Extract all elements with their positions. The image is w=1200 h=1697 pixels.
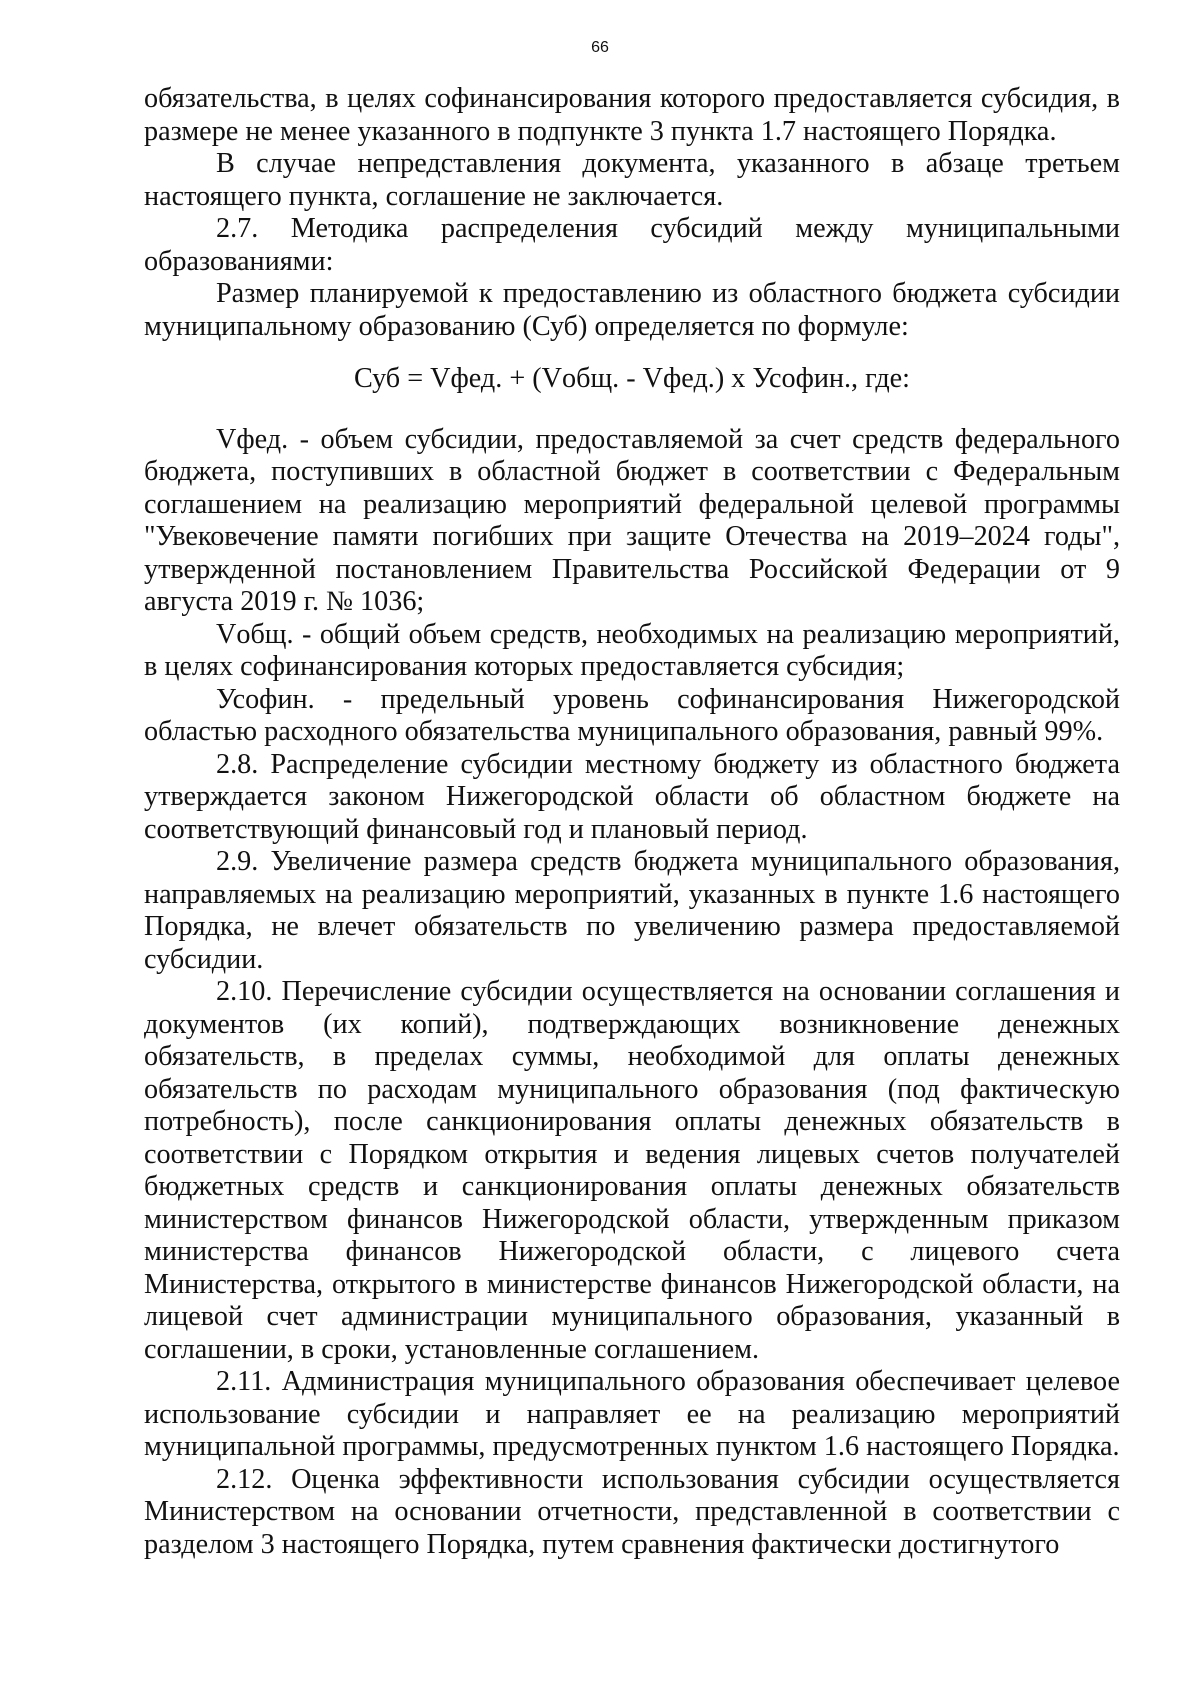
page-number: 66 [591, 39, 609, 56]
paragraph-2-9: 2.9. Увеличение размера средств бюджета муниципального образования, направляемых на реализацию мероприятий, указанных в пункте 1.6 настоящего Порядка, не влечет обязательств по увеличению размера предоставляемой субсидии. [144, 846, 1120, 975]
paragraph-vobsch: Vобщ. - общий объем средств, необходимых на реализацию мероприятий, в целях софинансирования которых предоставляется субсидия; [144, 618, 1120, 682]
formula: Суб = Vфед. + (Vобщ. - Vфед.) x Усофин., где: [353, 363, 910, 394]
document-body [144, 83, 1120, 1561]
paragraph-continuation: обязательства, в целях софинансирования которого предоставляется субсидия, в размере не менее указанного в подпункте 3 пункта 1.7 настоящего Порядка. [144, 83, 1120, 147]
paragraph-subsidy-size: Размер планируемой к предоставлению из областного бюджета субсидии муниципальному образованию (Суб) определяется по формуле: [144, 278, 1120, 342]
paragraph-2-10: 2.10. Перечисление субсидии осуществляется на основании соглашения и документов (их копий), подтверждающих возникновение денежных обязательств, в пределах суммы, необходимой для оплаты денежных обязательств по расходам муниципального образования (под фактическую потребность), после санкционирования оплаты денежных обязательств в соответствии с Порядком открытия и ведения лицевых счетов получателей бюджетных средств и санкционирования оплаты денежных обязательств министерством финансов Нижегородской области, утвержденным приказом министерства финансов Нижегородской области, с лицевого счета Министерства, открытого в министерстве финансов Нижегородской области, на лицевой счет администрации муниципального образования, указанный в соглашении, в сроки, установленные соглашением. [144, 976, 1120, 1365]
paragraph-2-8: 2.8. Распределение субсидии местному бюджету из областного бюджета утверждается законом Нижегородской области об областном бюджете на соответствующий финансовый год и плановый период. [144, 748, 1120, 845]
paragraph-vfed: Vфед. - объем субсидии, предоставляемой за счет средств федерального бюджета, поступивших в областной бюджет в соответствии с Федеральным соглашением на реализацию мероприятий федеральной целевой программы "Увековечение памяти погибших при защите Отечества на 2019–2024 годы", утвержденной постановлением Правительства Российской Федерации от 9 августа 2019 г. № 1036; [144, 423, 1120, 617]
paragraph-usofin: Усофин. - предельный уровень софинансирования Нижегородской областью расходного обязательства муниципального образования, равный 99%. [144, 683, 1120, 747]
paragraph-no-document: В случае непредставления документа, указанного в абзаце третьем настоящего пункта, соглашение не заключается. [144, 148, 1120, 212]
paragraph-2-7: 2.7. Методика распределения субсидий между муниципальными образованиями: [144, 213, 1120, 277]
paragraph-2-11: 2.11. Администрация муниципального образования обеспечивает целевое использование субсидии и направляет ее на реализацию мероприятий муниципальной программы, предусмотренных пунктом 1.6 настоящего Порядка. [144, 1366, 1120, 1462]
paragraph-2-12: 2.12. Оценка эффективности использования субсидии осуществляется Министерством на основании отчетности, представленной в соответствии с разделом 3 настоящего Порядка, путем сравнения фактически достигнутого [144, 1463, 1120, 1560]
